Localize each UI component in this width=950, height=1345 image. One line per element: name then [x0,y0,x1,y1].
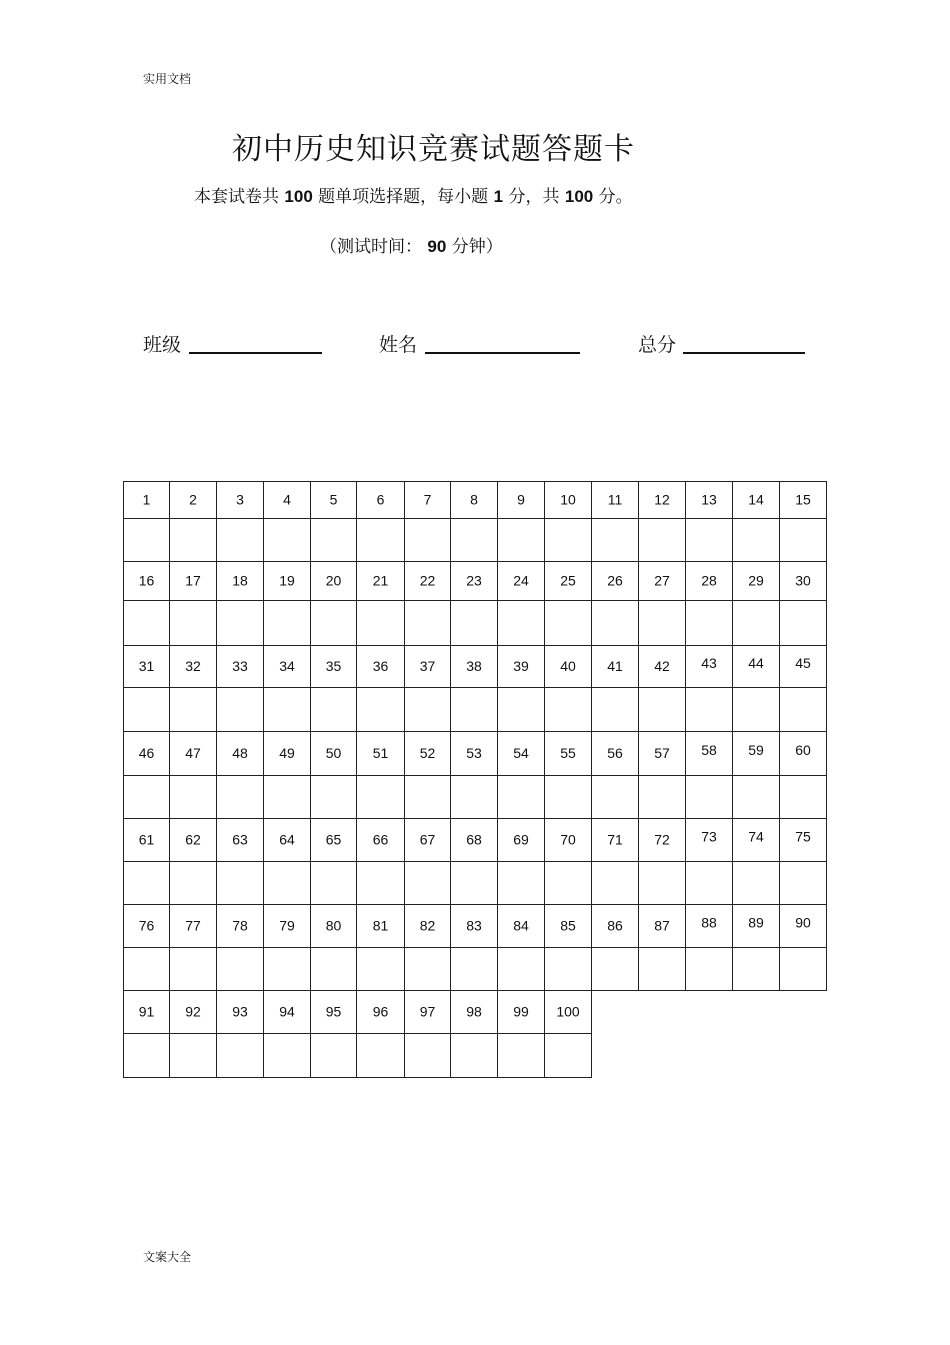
answer-cell-95[interactable] [311,1034,357,1078]
answer-cell-80[interactable] [311,948,357,991]
answer-cell-26[interactable] [592,601,639,646]
question-number: 73 [701,828,717,845]
answer-cell-31[interactable] [124,688,170,732]
question-number: 63 [232,831,248,848]
question-number: 26 [607,572,623,589]
question-number: 80 [325,917,342,934]
answer-cell-92[interactable] [170,1034,217,1078]
question-number: 28 [701,572,717,589]
answer-cell-40[interactable] [545,688,592,732]
answer-cell-32[interactable] [170,688,217,732]
answer-cell-48[interactable] [217,776,264,819]
question-number: 66 [372,831,389,848]
question-number: 83 [466,917,482,934]
answer-cell-11[interactable] [592,519,639,562]
question-number: 40 [560,658,576,674]
question-number: 91 [138,1003,155,1020]
question-number: 33 [232,658,248,674]
answer-cell-59[interactable] [733,776,780,819]
answer-cell-42[interactable] [639,688,686,732]
header-label: 实用文档 [143,72,192,86]
answer-cell-28[interactable] [686,601,733,646]
question-number: 12 [654,491,670,508]
answer-cell-81[interactable] [357,948,405,991]
answer-cell-84[interactable] [498,948,545,991]
question-number: 52 [419,745,436,761]
question-number: 27 [654,572,670,589]
question-number: 1 [142,491,151,508]
question-number: 85 [560,917,576,934]
question-number: 29 [748,572,764,589]
answer-cell-15[interactable] [780,519,827,562]
answer-cell-45[interactable] [780,688,827,732]
question-number: 94 [279,1003,295,1020]
question-number: 10 [560,491,576,508]
question-number: 48 [232,745,248,761]
question-number: 95 [325,1003,342,1020]
answer-cell-5[interactable] [311,519,357,562]
answer-cell-91[interactable] [124,1034,170,1078]
answer-cell-85[interactable] [545,948,592,991]
answer-cell-66[interactable] [357,862,405,905]
footer-label: 文案大全 [143,1250,192,1264]
instructions [194,182,633,207]
question-number: 74 [748,828,764,845]
answer-cell-10[interactable] [545,519,592,562]
answer-cell-89[interactable] [733,948,780,991]
question-number: 3 [236,491,244,508]
answer-cell-75[interactable] [780,862,827,905]
answer-cell-62[interactable] [170,862,217,905]
answer-cell-7[interactable] [405,519,451,562]
answer-grid-svg [123,481,827,1079]
answer-cell-50[interactable] [311,776,357,819]
answer-cell-37[interactable] [405,688,451,732]
question-number: 88 [701,914,717,931]
question-number: 4 [283,491,291,508]
answer-cell-4[interactable] [264,519,311,562]
question-number: 70 [560,831,576,848]
answer-cell-16[interactable] [124,601,170,646]
answer-cell-13[interactable] [686,519,733,562]
question-number: 87 [654,917,670,934]
answer-cell-56[interactable] [592,776,639,819]
name-field[interactable] [425,352,580,354]
instructions-mid2: 分，共 [503,187,565,207]
question-number: 75 [795,828,811,845]
question-number: 60 [795,742,811,758]
answer-cell-82[interactable] [405,948,451,991]
question-number: 100 [556,1003,580,1020]
question-number: 17 [185,572,201,589]
points-each: 1 [493,187,504,206]
question-number: 35 [325,658,342,674]
answer-cell-55[interactable] [545,776,592,819]
time-suffix: 分钟） [446,237,503,257]
answer-cell-88[interactable] [686,948,733,991]
answer-cell-23[interactable] [451,601,498,646]
answer-cell-9[interactable] [498,519,545,562]
answer-cell-87[interactable] [639,948,686,991]
page-title: 初中历史知识竞赛试题答题卡 [232,132,635,167]
class-field[interactable] [189,352,322,354]
answer-cell-20[interactable] [311,601,357,646]
question-number: 68 [466,831,482,848]
question-number: 53 [466,745,482,761]
question-number: 24 [513,572,529,589]
answer-cell-18[interactable] [217,601,264,646]
answer-cell-97[interactable] [405,1034,451,1078]
answer-cell-61[interactable] [124,862,170,905]
answer-cell-65[interactable] [311,862,357,905]
question-number: 9 [517,491,525,508]
question-number: 36 [372,658,389,674]
question-number: 61 [138,831,155,848]
question-number: 34 [279,658,295,674]
question-number: 41 [607,658,623,674]
question-number: 64 [279,831,295,848]
question-number: 32 [185,658,201,674]
answer-cell-54[interactable] [498,776,545,819]
question-number: 89 [748,914,764,931]
answer-cell-1[interactable] [124,519,170,562]
question-number: 99 [513,1003,529,1020]
question-number: 31 [138,658,155,674]
question-number: 21 [372,572,389,589]
score-field[interactable] [683,352,805,354]
answer-cell-51[interactable] [357,776,405,819]
answer-cell-49[interactable] [264,776,311,819]
answer-cell-93[interactable] [217,1034,264,1078]
answer-cell-38[interactable] [451,688,498,732]
answer-cell-99[interactable] [498,1034,545,1078]
answer-cell-33[interactable] [217,688,264,732]
answer-cell-27[interactable] [639,601,686,646]
question-number: 42 [654,658,670,674]
question-number: 77 [185,917,201,934]
question-number: 57 [654,745,670,761]
answer-cell-100[interactable] [545,1034,592,1078]
answer-cell-76[interactable] [124,948,170,991]
total-questions: 100 [284,187,313,206]
time-prefix: （测试时间： [320,237,428,257]
answer-cell-22[interactable] [405,601,451,646]
answer-cell-78[interactable] [217,948,264,991]
answer-cell-29[interactable] [733,601,780,646]
question-number: 20 [325,572,342,589]
question-number: 72 [654,831,670,848]
answer-cell-25[interactable] [545,601,592,646]
answer-cell-70[interactable] [545,862,592,905]
question-number: 37 [419,658,436,674]
answer-cell-3[interactable] [217,519,264,562]
question-number: 82 [419,917,436,934]
answer-cell-86[interactable] [592,948,639,991]
question-number: 2 [189,491,197,508]
answer-cell-17[interactable] [170,601,217,646]
answer-cell-14[interactable] [733,519,780,562]
answer-cell-57[interactable] [639,776,686,819]
answer-cell-63[interactable] [217,862,264,905]
question-number: 45 [795,655,811,671]
question-number: 15 [795,491,811,508]
question-number: 50 [325,745,342,761]
answer-cell-79[interactable] [264,948,311,991]
question-number: 86 [607,917,623,934]
instructions-mid1: 题单项选择题，每小题 [312,187,494,207]
total-points: 100 [564,187,594,206]
answer-cell-73[interactable] [686,862,733,905]
answer-cell-71[interactable] [592,862,639,905]
answer-cell-24[interactable] [498,601,545,646]
question-number: 67 [419,831,436,848]
answer-grid [123,481,827,1079]
question-number: 84 [513,917,529,934]
question-number: 81 [372,917,389,934]
answer-cell-83[interactable] [451,948,498,991]
question-number: 56 [607,745,623,761]
question-number: 43 [701,655,717,671]
question-number: 13 [701,491,717,508]
answer-cell-69[interactable] [498,862,545,905]
question-number: 97 [419,1003,436,1020]
answer-cell-94[interactable] [264,1034,311,1078]
question-number: 47 [185,745,201,761]
answer-cell-52[interactable] [405,776,451,819]
question-number: 55 [560,745,576,761]
answer-cell-77[interactable] [170,948,217,991]
answer-cell-34[interactable] [264,688,311,732]
question-number: 98 [466,1003,482,1020]
question-number: 54 [513,745,529,761]
question-number: 8 [470,491,478,508]
question-number: 69 [513,831,529,848]
score-label: 总分 [638,334,677,356]
question-number: 38 [466,658,482,674]
answer-cell-74[interactable] [733,862,780,905]
answer-cell-2[interactable] [170,519,217,562]
question-number: 25 [560,572,576,589]
question-number: 22 [419,572,436,589]
question-number: 14 [748,491,764,508]
answer-cell-98[interactable] [451,1034,498,1078]
question-number: 19 [279,572,295,589]
question-number: 76 [138,917,155,934]
answer-cell-39[interactable] [498,688,545,732]
question-number: 79 [279,917,295,934]
answer-cell-21[interactable] [357,601,405,646]
answer-cell-60[interactable] [780,776,827,819]
answer-cell-46[interactable] [124,776,170,819]
question-number: 58 [701,742,717,758]
answer-cell-58[interactable] [686,776,733,819]
answer-cell-30[interactable] [780,601,827,646]
answer-cell-6[interactable] [357,519,405,562]
answer-cell-41[interactable] [592,688,639,732]
answer-cell-67[interactable] [405,862,451,905]
question-number: 30 [795,572,811,589]
answer-cell-12[interactable] [639,519,686,562]
question-number: 18 [232,572,248,589]
question-number: 46 [138,745,155,761]
answer-cell-44[interactable] [733,688,780,732]
answer-cell-90[interactable] [780,948,827,991]
test-time [320,232,503,257]
question-number: 62 [185,831,201,848]
answer-cell-19[interactable] [264,601,311,646]
class-label: 班级 [143,334,182,356]
question-number: 44 [748,655,764,671]
time-minutes: 90 [427,237,447,256]
question-number: 93 [232,1003,248,1020]
question-number: 23 [466,572,482,589]
instructions-suffix: 分。 [593,187,633,207]
question-number: 6 [376,491,385,508]
question-number: 49 [279,745,295,761]
question-number: 78 [232,917,248,934]
answer-cell-8[interactable] [451,519,498,562]
answer-cell-43[interactable] [686,688,733,732]
answer-cell-68[interactable] [451,862,498,905]
question-number: 7 [423,491,432,508]
answer-cell-96[interactable] [357,1034,405,1078]
question-number: 16 [138,572,155,589]
question-number: 11 [607,491,623,508]
question-number: 5 [329,491,338,508]
answer-cell-47[interactable] [170,776,217,819]
question-number: 90 [795,914,811,931]
answer-cell-72[interactable] [639,862,686,905]
question-number: 51 [372,745,389,761]
question-number: 59 [748,742,764,758]
question-number: 92 [185,1003,201,1020]
question-number: 71 [607,831,623,848]
question-number: 96 [372,1003,389,1020]
instructions-prefix: 本套试卷共 [194,187,285,207]
question-number: 39 [513,658,529,674]
answer-cell-53[interactable] [451,776,498,819]
name-label: 姓名 [379,334,418,356]
answer-cell-36[interactable] [357,688,405,732]
answer-cell-35[interactable] [311,688,357,732]
answer-cell-64[interactable] [264,862,311,905]
question-number: 65 [325,831,342,848]
